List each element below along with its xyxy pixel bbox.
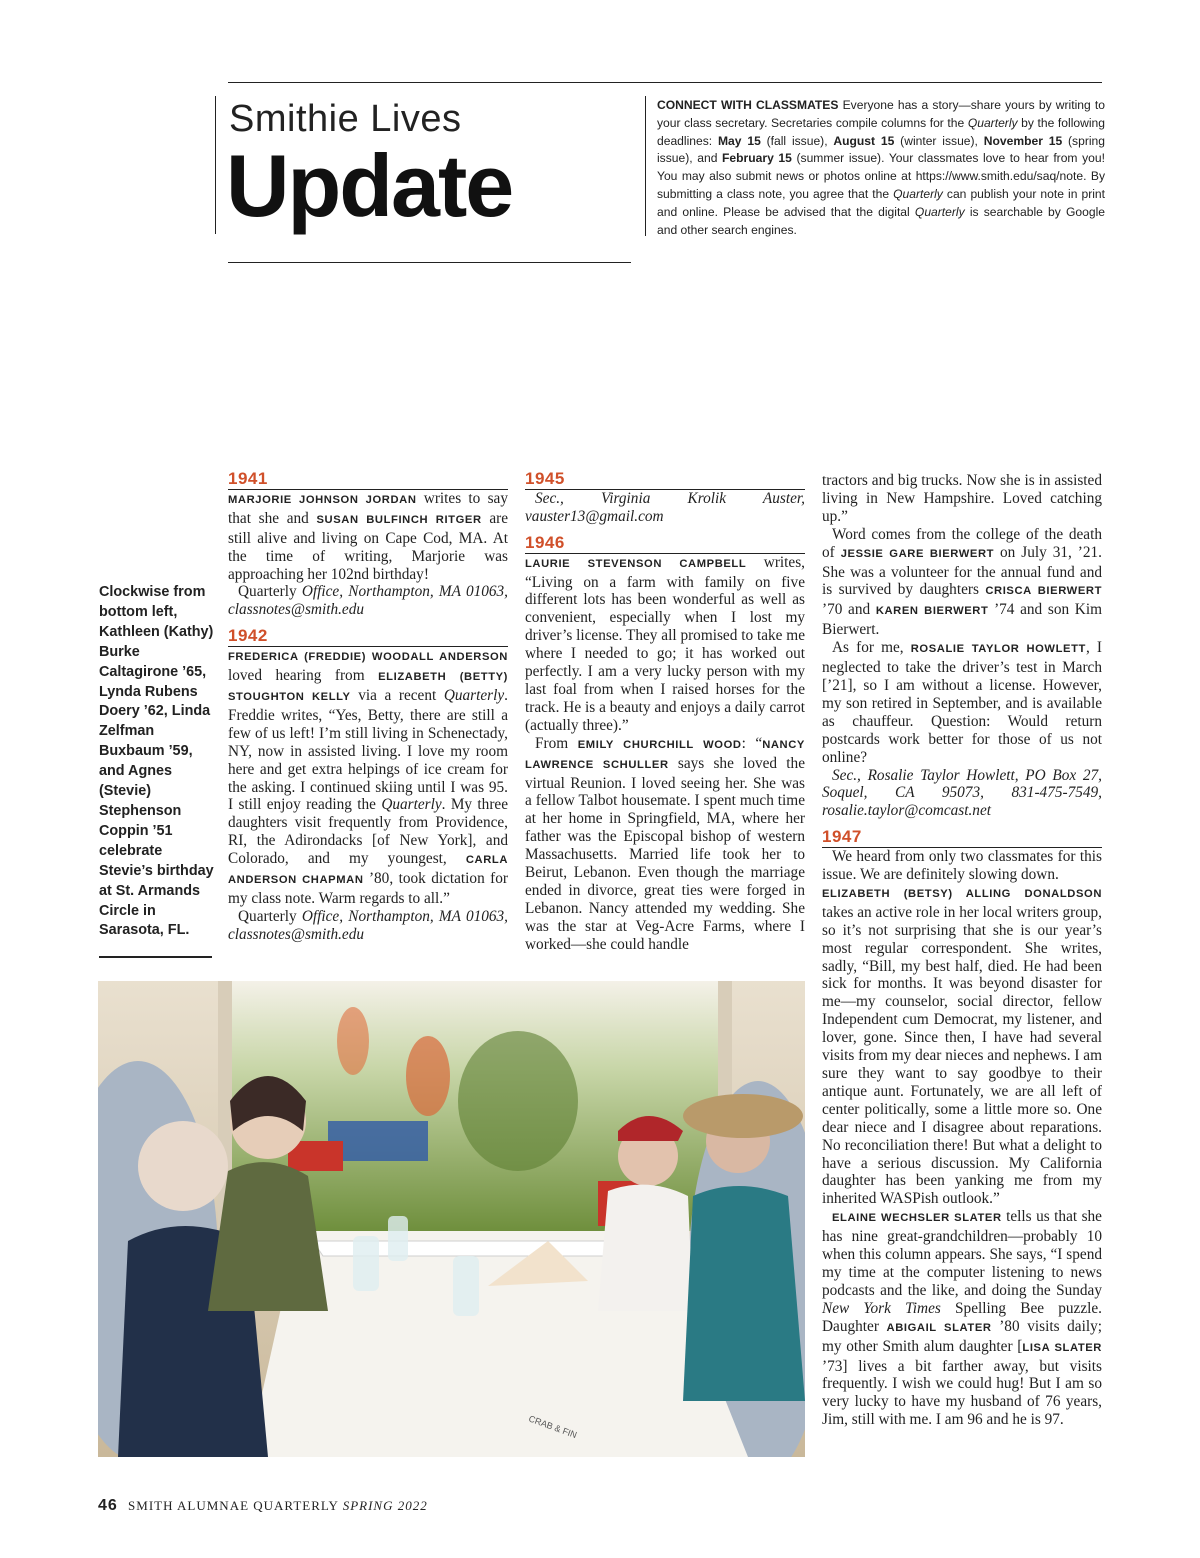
- note-wood: From EMILY CHURCHILL WOOD: “NANCY LAWRENCE SCHULLER says she loved the virtual Reunion. I loved seeing her. She was a fellow Talbot housemate. I spent much time at her home in Springfield, MA, where her father was the Episcopal bishop of western Massachusetts. Married life took her to Beirut, Lebanon. Even though the marriage ended in divorce, great ties were forged in Lebanon. Nancy attended my wedding. She was the star at Veg-Acre Farms, where I worked—she could handle: [525, 734, 805, 953]
- section-title: Update: [226, 136, 513, 235]
- photo-caption: Clockwise from bottom left, Kathleen (Kathy) Burke Caltagirone ’65, Lynda Rubens Doery ’62, Linda Zelfman Buxbaum ’59, and Agnes (Stevie) Stephenson Coppin ’51 celebrate Stevie’s birthday at St. Armands Circle in Sarasota, FL.: [99, 584, 214, 939]
- secretary-1945: Sec., Virginia Krolik Auster, vauster13@gmail.com: [525, 489, 805, 525]
- office-contact-1942: Quarterly Office, Northampton, MA 01063, classnotes@smith.edu: [228, 907, 509, 943]
- note-donaldson: ELIZABETH (BETSY) ALLING DONALDSON takes an active role in her local writers group, so it’s not surprising that she is our year’s most regular correspondent. She writes, sadly, “Bill, my best half, died. He had been sick for months. It was beyond disaster for me—my counselor, social director, fellow Independent cum Democrat, my listener, and lover, gone. Since then, I have had several visits from my dear nieces and nephews. I am sure they want to say goodbye to their antique aunt. Fortunately, we are all left of center politically, some a little more so. One dear niece and I disagree about reparations. No reconciliation there! But what a delight to have a serious discussion. My California daughter has been yanking me from my inherited WASPish outlook.”: [822, 887, 1102, 1208]
- connect-lead: CONNECT WITH CLASSMATES: [657, 98, 839, 112]
- issue-label: SPRING 2022: [342, 1498, 428, 1513]
- secretary-1946: Sec., Rosalie Taylor Howlett, PO Box 27, Soquel, CA 95073, 831-475-7549, rosalie.taylor@comcast.net: [822, 766, 1102, 820]
- connect-with-classmates: CONNECT WITH CLASSMATES Everyone has a story—share yours by writing to your class secretary. Secretaries compile columns for the Quarterly by the following deadlines: May 15 (fall issue), August 15 (winter issue), November 15 (spring issue), and February 15 (summer issue). Your classmates love to hear from you! You may also submit news or photos online at https://www.smith.edu/saq/note. By submitting a class note, you agree that the Quarterly can publish your note in print and online. Please be advised that the digital Quarterly is searchable by Google and other search engines.: [657, 98, 1105, 237]
- note-campbell: LAURIE STEVENSON CAMPBELL writes, “Living on a farm with family on five different lots has been wonderful as well as convenient, especially when I lost my driver’s license. They all promised to take me where I needed to go; it has worked out perfectly. I am a very lucky person with my last foal from when I raised horses for the track. He is a beauty and enjoys a daily carrot (actually three).”: [525, 553, 805, 734]
- column-3: [822, 472, 1102, 1429]
- publication-name: SMITH ALUMNAE QUARTERLY: [128, 1498, 339, 1513]
- connect-left-bar: [645, 96, 646, 236]
- year-heading-1947: 1947: [822, 828, 1102, 848]
- note-slater: ELAINE WECHSLER SLATER tells us that she has nine great-grandchildren—probably 10 when this column appears. She says, “I spend my time at the computer listening to news podcasts and the like, and doing the Sunday New York Times Spelling Bee puzzle. Daughter ABIGAIL SLATER ’80 visits daily; my other Smith alum daughter [LISA SLATER ’73] lives a bit farther away, but visits frequently. I wish we could hug! But I am so very lucky to have my husband of 76 years, Jim, still with me. I am 96 and he is 97.: [822, 1208, 1102, 1429]
- group-photo: [98, 981, 805, 1457]
- note-anderson: FREDERICA (FREDDIE) WOODALL ANDERSON loved hearing from ELIZABETH (BETTY) STOUGHTON KELLY via a recent Quarterly. Freddie writes, “Yes, Betty, there are still a few of us left! I’m still living in Schenectady, NY, now in assisted living. I love my room here and get extra helpings of ice cream for the asking. I continued skiing until I was 95. I still enjoy reading the Quarterly. My three daughters visit frequently from Providence, RI, the Adirondacks [of New York], and Colorado, and my youngest, CARLA ANDERSON CHAPMAN ’80, took dictation for my class note. Warm regards to all.”: [228, 651, 509, 907]
- note-howlett: As for me, ROSALIE TAYLOR HOWLETT, I neglected to take the driver’s test in March [’21], so I am without a license. However, my son retired in September, and is available as chauffeur. Question: Would return postcards work better for those of us not online?: [822, 639, 1103, 766]
- restaurant-photo-illustration: [98, 981, 805, 1457]
- page-number: 46: [98, 1497, 118, 1514]
- note-jordan: MARJORIE JOHNSON JORDAN writes to say that she and SUSAN BULFINCH RITGER are still alive and living on Cape Cod, MA. At the time of writing, Marjorie was approaching her 102nd birthday!: [228, 489, 509, 583]
- year-heading-1942: 1942: [228, 627, 508, 647]
- caption-rule: [99, 956, 212, 958]
- year-heading-1945: 1945: [525, 470, 805, 490]
- page-footer: [98, 1497, 428, 1515]
- header-left-bar: [215, 96, 216, 234]
- note-1947-intro: We heard from only two classmates for this issue. We are definitely slowing down.: [822, 848, 1102, 884]
- section-kicker: Smithie Lives: [229, 98, 462, 140]
- note-bierwert: Word comes from the college of the death of JESSIE GARE BIERWERT on July 31, ’21. She was a volunteer for the annual fund and is survived by daughters CRISCA BIERWERT ’70 and KAREN BIERWERT ’74 and son Kim Bierwert.: [822, 525, 1102, 639]
- year-heading-1946: 1946: [525, 534, 805, 554]
- note-continued: tractors and big trucks. Now she is in assisted living in New Hampshire. Loved catching up.”: [822, 472, 1102, 525]
- office-contact-1941: Quarterly Office, Northampton, MA 01063, classnotes@smith.edu: [228, 583, 509, 619]
- column-2: [525, 470, 805, 954]
- top-rule: [228, 82, 1102, 83]
- year-heading-1941: 1941: [228, 470, 508, 490]
- napkin-text: CRAB & FIN: [527, 1413, 579, 1441]
- column-1: [228, 470, 508, 944]
- header-bottom-rule: [228, 262, 631, 263]
